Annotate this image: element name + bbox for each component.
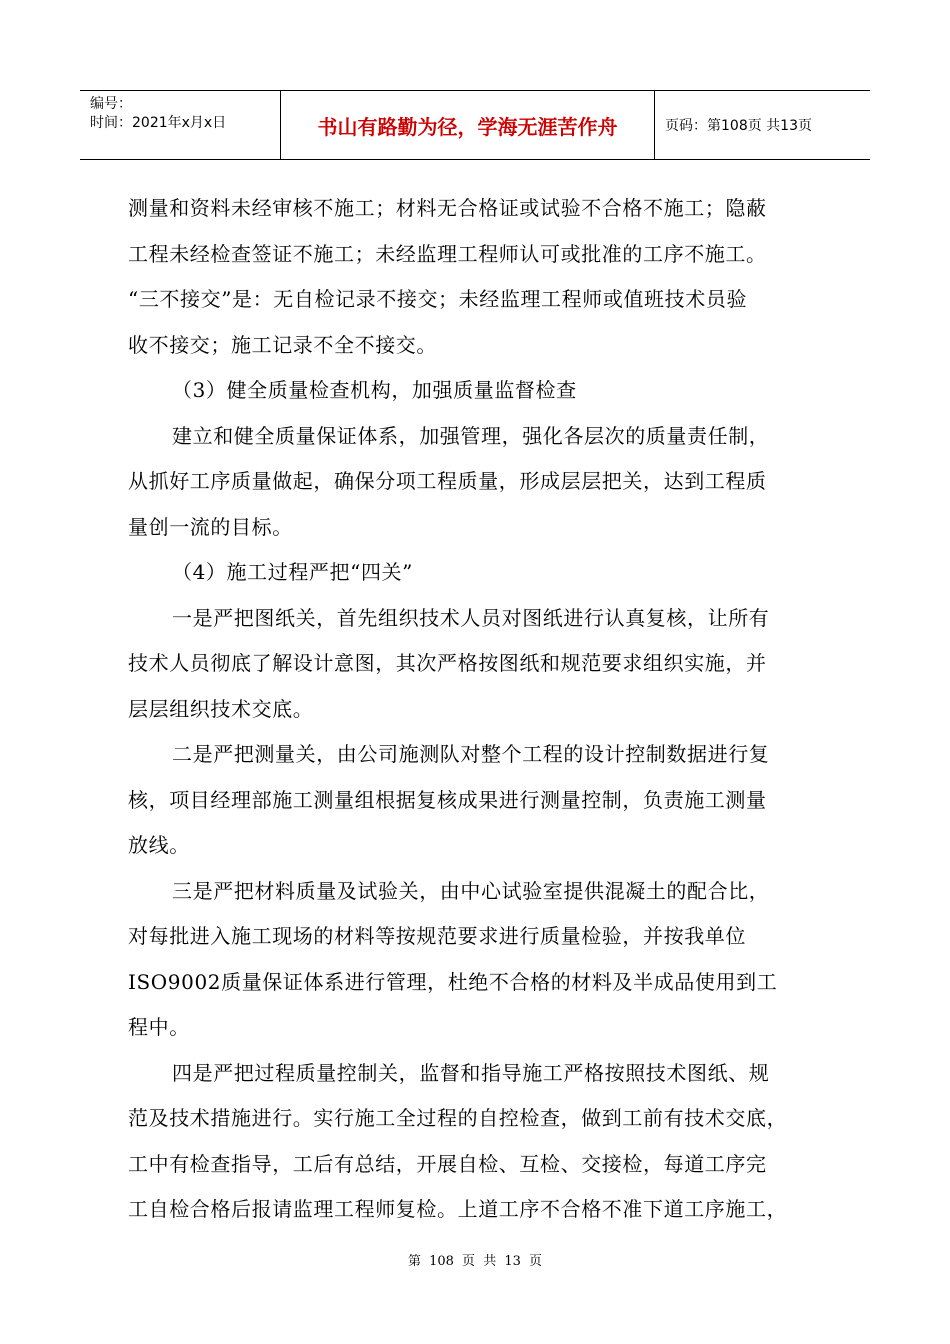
text-line: 量创一流的目标。 [128, 514, 293, 539]
paragraph [128, 596, 824, 733]
section-heading: （4）施工过程严把“四关” [172, 560, 413, 584]
text-line: 从抓好工序质量做起，确保分项工程质量，形成层层把关，达到工程质 [128, 469, 767, 493]
text-line: 三是严把材料质量及试验关，由中心试验室提供混凝土的配合比， [172, 878, 770, 903]
page-footer: 第 108 页 共 13 页 [407, 1254, 543, 1269]
text-line: 测量和资料未经审核不施工；材料无合格证或试验不合格不施工；隐蔽 [128, 196, 767, 220]
text-line: 核，项目经理部施工测量组根据复核成果进行测量控制，负责施工测量 [128, 787, 767, 812]
header-motto: 书山有路勤为径，学海无涯苦作舟 [317, 114, 618, 139]
text-line: 二是严把测量关，由公司施测队对整个工程的设计控制数据进行复 [172, 742, 770, 766]
header-table [80, 90, 870, 160]
document-body [128, 186, 824, 1233]
paragraph [128, 869, 824, 1051]
document-time-label: 时间：2021年x月x日 [90, 115, 227, 131]
text-line: “三不接交”是：无自检记录不接交；未经监理工程师或值班技术员验 [128, 287, 748, 311]
text-line: 技术人员彻底了解设计意图，其次严格按图纸和规范要求组织实施，并 [128, 651, 767, 675]
text-line: 对每批进入施工现场的材料等按规范要求进行质量检验，并按我单位 [128, 924, 746, 948]
text-line: 一是严把图纸关，首先组织技术人员对图纸进行认真复核，让所有 [172, 605, 770, 630]
text-line: 收不接交；施工记录不全不接交。 [128, 332, 437, 357]
text-line: 工自检合格后报请监理工程师复检。上道工序不合格不准下道工序施工， [128, 1197, 788, 1221]
document-number-label: 编号： [90, 96, 132, 112]
paragraph [128, 732, 824, 869]
paragraph [128, 186, 824, 368]
text-line: 放线。 [128, 833, 190, 857]
paragraph [128, 1051, 824, 1233]
text-line: ISO9002质量保证体系进行管理，杜绝不合格的材料及半成品使用到工 [128, 969, 778, 994]
text-line: 建立和健全质量保证体系，加强管理，强化各层次的质量责任制， [172, 423, 770, 448]
text-line: 程中。 [128, 1015, 190, 1039]
header-page-info: 页码：第108页 共13页 [665, 118, 812, 134]
text-line: 层层组织技术交底。 [128, 696, 314, 721]
paragraph [128, 414, 824, 551]
text-line: 工中有检查指导，工后有总结，开展自检、互检、交接检，每道工序完 [128, 1151, 767, 1176]
text-line: 范及技术措施进行。实行施工全过程的自控检查，做到工前有技术交底， [128, 1106, 788, 1130]
header-meta [80, 91, 280, 159]
text-line: 工程未经检查签证不施工；未经监理工程师认可或批准的工序不施工。 [128, 241, 767, 266]
section-heading: （3）健全质量检查机构，加强质量监督检查 [172, 378, 577, 402]
text-line: 四是严把过程质量控制关，监督和指导施工严格按照技术图纸、规 [172, 1060, 770, 1085]
